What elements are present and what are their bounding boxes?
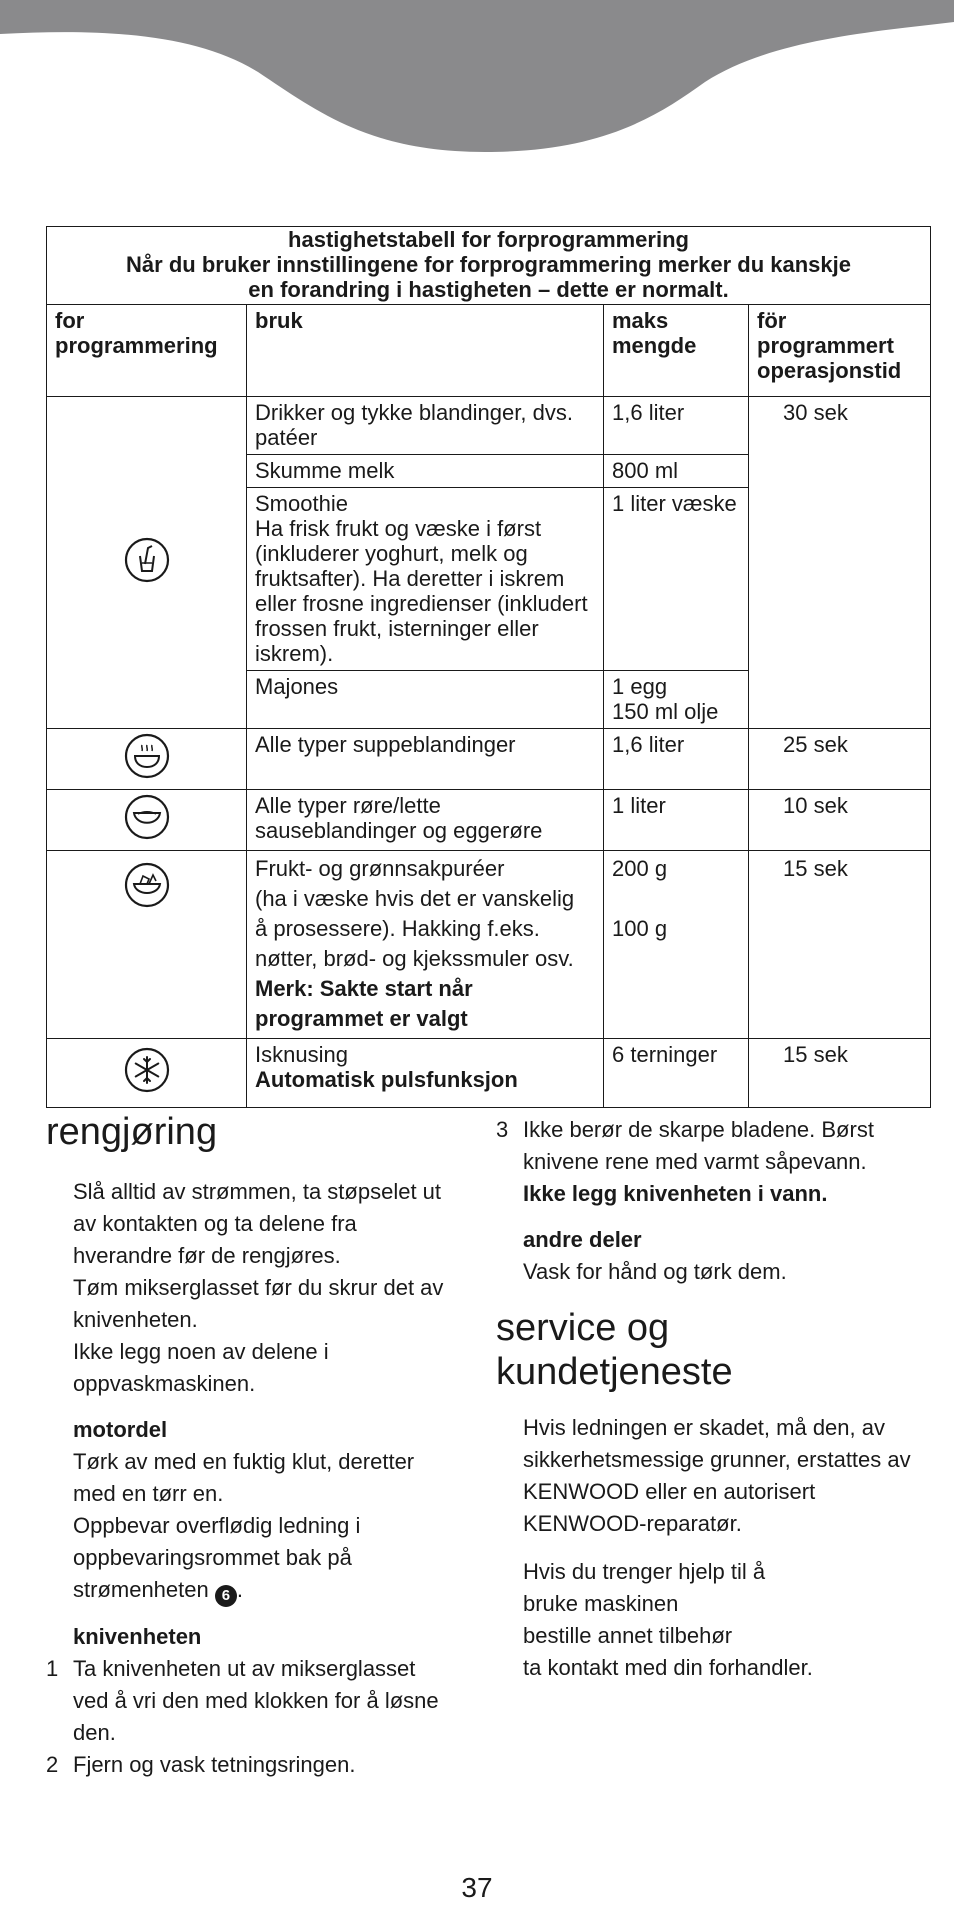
motor-text-2: Oppbevar overflødig ledning i oppbevaringsrommet bak på strømenheten 6 . xyxy=(73,1510,446,1607)
service-heading: service og kundetjeneste xyxy=(496,1307,733,1393)
table-row xyxy=(47,729,931,790)
cleaning-intro-1: Slå alltid av strømmen, ta støpselet ut av kontakten og ta delene fra hverandre før de rengjøres. xyxy=(73,1179,442,1268)
use-smoothie-title: Smoothie xyxy=(255,491,348,516)
service-line-4: ta kontakt med din forhandler. xyxy=(523,1655,813,1680)
use-mayo: Majones xyxy=(247,671,604,729)
list-item xyxy=(496,1114,916,1288)
max-puree xyxy=(604,851,749,1039)
right-column xyxy=(496,1114,916,1684)
max-drinks: 1,6 liter xyxy=(604,397,749,455)
time-smoothie: 30 sek xyxy=(749,397,931,729)
service-contact xyxy=(523,1556,916,1684)
use-smoothie-text: Ha frisk frukt og væske i først (inkluderer yoghurt, melk og fruktsafter). Ha deretter i iskrem eller frosne ingredienser (inkludert frossen frukt, isterninger eller iskrem). xyxy=(255,516,588,666)
list-item xyxy=(46,1749,446,1781)
use-batter: Alle typer røre/lette sauseblandinger og eggerøre xyxy=(247,790,604,851)
cleaning-heading: rengjøring xyxy=(46,1111,218,1153)
step-number: 1 xyxy=(46,1656,59,1681)
step-number: 2 xyxy=(46,1752,59,1777)
max-batter: 1 liter xyxy=(604,790,749,851)
use-ice xyxy=(247,1039,604,1108)
time-soup: 25 sek xyxy=(749,729,931,790)
table-row xyxy=(47,790,931,851)
service-text-1: Hvis ledningen er skadet, må den, av sikkerhetsmessige grunner, erstattes av KENWOOD eller en autorisert KENWOOD-reparatør. xyxy=(523,1415,911,1536)
cleaning-intro-2: Tøm mikserglasset før du skrur det av knivenheten. xyxy=(73,1275,444,1332)
table-row xyxy=(47,851,931,1039)
page-number: 37 xyxy=(461,1872,493,1903)
use-puree-line2: (ha i væske hvis det er vanskelig xyxy=(255,886,575,911)
service-line-3: bestille annet tilbehør xyxy=(523,1623,733,1648)
use-puree-line1: Frukt- og grønnsakpuréer xyxy=(255,856,505,881)
max-milk: 800 ml xyxy=(604,455,749,488)
header-time: för programmert operasjonstid xyxy=(749,305,931,397)
time-batter: 10 sek xyxy=(749,790,931,851)
use-puree xyxy=(247,851,604,1039)
max-mayo-egg: 1 egg xyxy=(612,674,668,699)
table-note-line1: Når du bruker innstillingene for forprogrammering merker du kanskje xyxy=(126,252,851,277)
use-ice-title: Isknusing xyxy=(255,1042,348,1067)
blade-heading: knivenheten xyxy=(73,1624,202,1649)
smoothie-program-icon xyxy=(123,536,171,584)
program-cell xyxy=(47,729,247,790)
max-soup: 1,6 liter xyxy=(604,729,749,790)
max-smoothie: 1 liter væske xyxy=(604,488,749,671)
other-parts-text: Vask for hånd og tørk dem. xyxy=(523,1259,787,1284)
step-number: 3 xyxy=(496,1117,509,1142)
max-ice: 6 terninger xyxy=(604,1039,749,1108)
part-number-badge: 6 xyxy=(215,1585,237,1607)
program-cell xyxy=(47,851,247,1039)
program-cell xyxy=(47,1039,247,1108)
use-milk: Skumme melk xyxy=(247,455,604,488)
max-puree-2: 100 g xyxy=(612,916,668,941)
program-cell xyxy=(47,790,247,851)
step-warning: Ikke legg knivenheten i vann. xyxy=(523,1181,828,1206)
service-line-2: bruke maskinen xyxy=(523,1591,679,1616)
time-puree: 15 sek xyxy=(749,851,931,1039)
use-puree-line3: å prosessere). Hakking f.eks. xyxy=(255,916,540,941)
motor-text-1: Tørk av med en fuktig klut, deretter med en tørr en. xyxy=(73,1449,415,1506)
header-max: maks mengde xyxy=(604,305,749,397)
service-line-1: Hvis du trenger hjelp til å xyxy=(523,1559,766,1584)
list-item xyxy=(46,1653,446,1749)
batter-program-icon xyxy=(123,793,171,841)
use-ice-note: Automatisk pulsfunksjon xyxy=(255,1067,518,1092)
table-caption xyxy=(47,227,931,305)
use-smoothie xyxy=(247,488,604,671)
max-puree-1: 200 g xyxy=(612,856,668,881)
program-cell xyxy=(47,397,247,729)
table-note-line2: en forandring i hastigheten – dette er normalt. xyxy=(248,277,729,302)
puree-program-icon xyxy=(123,861,171,909)
soup-program-icon xyxy=(123,732,171,780)
cleaning-intro-3: Ikke legg noen av delene i oppvaskmaskinen. xyxy=(73,1339,329,1396)
step-text: Fjern og vask tetningsringen. xyxy=(73,1752,356,1777)
ice-crush-program-icon xyxy=(123,1046,171,1094)
step-text: Ta knivenheten ut av mikserglasset ved å vri den med klokken for å løsne den. xyxy=(73,1656,439,1745)
table-row xyxy=(47,397,931,455)
use-puree-line4: nøtter, brød- og kjekssmuler osv. xyxy=(255,946,574,971)
use-soup: Alle typer suppeblandinger xyxy=(247,729,604,790)
motor-text-2-body: Oppbevar overflødig ledning i oppbevaringsrommet bak på strømenheten xyxy=(73,1513,361,1602)
motor-heading: motordel xyxy=(73,1417,168,1442)
header-use: bruk xyxy=(247,305,604,397)
header-program: for programmering xyxy=(47,305,247,397)
table-title: hastighetstabell for forprogrammering xyxy=(288,227,689,252)
max-mayo xyxy=(604,671,749,729)
step-text: Ikke berør de skarpe bladene. Børst knivene rene med varmt såpevann. xyxy=(523,1117,874,1174)
use-drinks: Drikker og tykke blandinger, dvs. patéer xyxy=(247,397,604,455)
time-ice: 15 sek xyxy=(749,1039,931,1108)
header-wave-decoration xyxy=(0,0,954,160)
cleaning-section xyxy=(46,1110,446,1781)
other-parts-heading: andre deler xyxy=(523,1227,642,1252)
max-mayo-oil: 150 ml olje xyxy=(612,699,719,724)
table-row xyxy=(47,1039,931,1108)
preprogram-speed-table xyxy=(46,226,930,1108)
use-puree-note: Merk: Sakte start når programmet er valgt xyxy=(255,976,473,1031)
